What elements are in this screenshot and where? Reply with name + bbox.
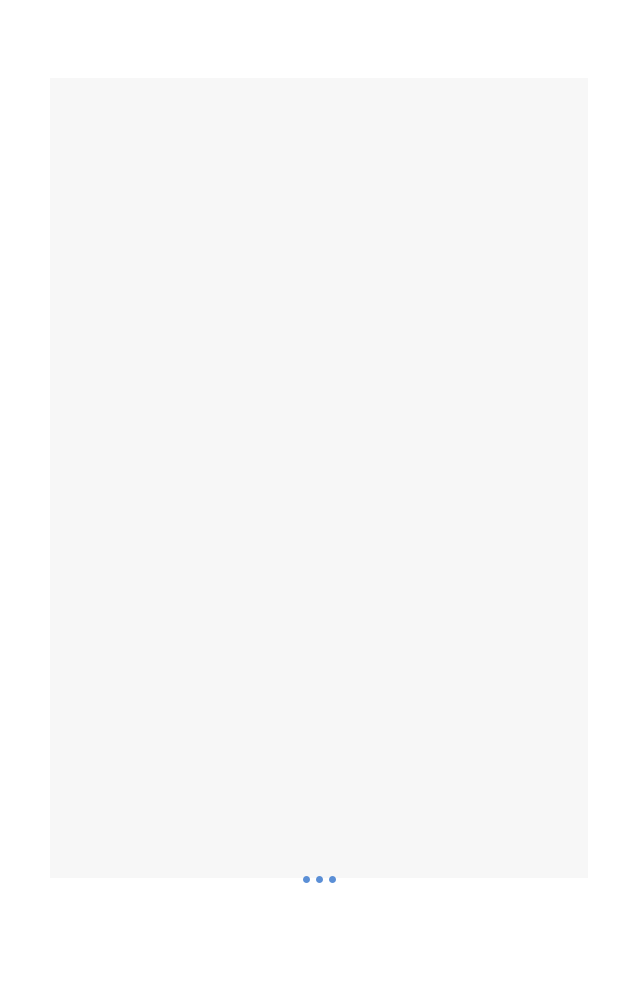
dot-icon [316, 876, 323, 883]
border-left [68, 118, 86, 836]
dot-icon [329, 876, 336, 883]
dot-icon [303, 876, 310, 883]
border-top [68, 92, 584, 114]
border-right [566, 118, 584, 836]
border-bottom [68, 840, 584, 862]
ornamental-frame [68, 92, 584, 862]
page-dots-ornament [0, 876, 638, 883]
